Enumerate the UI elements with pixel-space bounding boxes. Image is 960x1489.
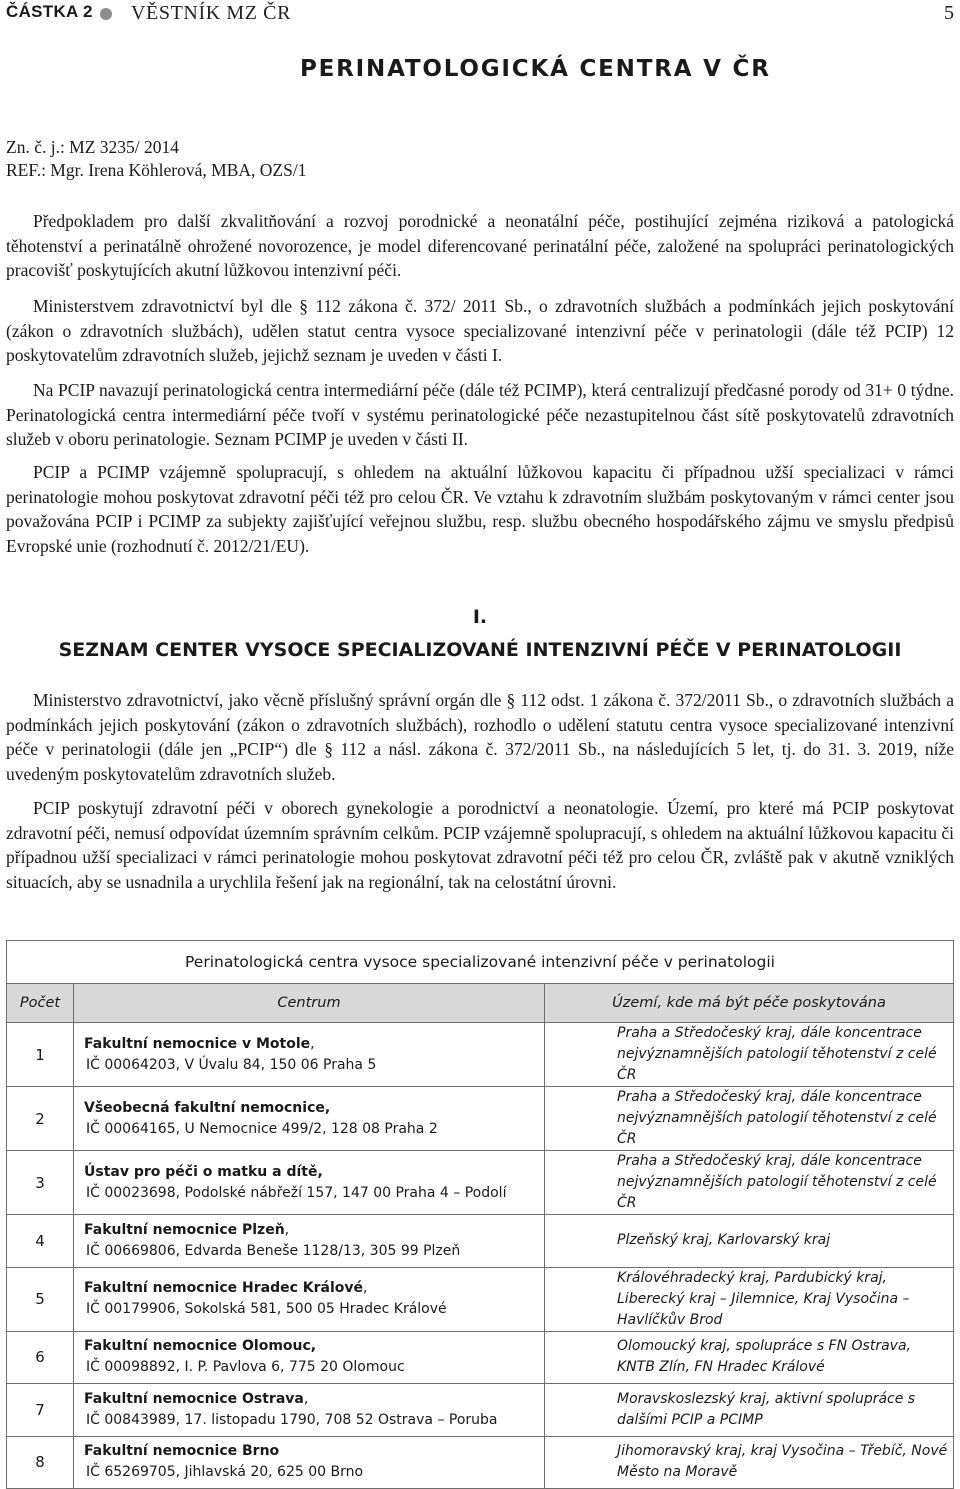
center-cell <box>74 1215 545 1268</box>
journal-name: VĚSTNÍK MZ ČR <box>131 2 292 24</box>
center-name-suffix: , <box>363 1280 368 1296</box>
center-cell <box>74 1087 545 1151</box>
table-row <box>7 1023 954 1087</box>
row-number: 7 <box>7 1384 74 1437</box>
center-name-suffix: , <box>284 1221 290 1238</box>
region-cell: Olomoucký kraj, spolupráce s FN Ostrava, KNTB Zlín, FN Hradec Králové <box>545 1331 954 1384</box>
center-id-address: IČ 00098892, I. P. Pavlova 6, 775 20 Olomouc <box>86 1359 405 1376</box>
center-id-address: IČ 00669806, Edvarda Beneše 1128/13, 305 99 Plzeň <box>86 1242 461 1259</box>
section-title: SEZNAM CENTER VYSOCE SPECIALIZOVANÉ INTENZIVNÍ PÉČE V PERINATOLOGII <box>58 639 902 661</box>
center-name: Fakultní nemocnice Ostrava <box>84 1390 304 1407</box>
region-cell: Praha a Středočeský kraj, dále koncentrace nejvýznamnějších patologií těhotenství z celé ČR <box>545 1151 954 1215</box>
center-id-address: IČ 00179906, Sokolská 581, 500 05 Hradec Králové <box>86 1301 447 1317</box>
reference-author: REF.: Mgr. Irena Köhlerová, MBA, OZS/1 <box>6 160 307 180</box>
column-header-region: Území, kde má být péče poskytována <box>545 984 954 1023</box>
decision-paragraph: Ministerstvo zdravotnictví, jako věcně příslušný správní orgán dle § 112 odst. 1 zákona č. 372/2011 Sb., o zdravotních službách a podmínkách jejich poskytování (zákon o zdravotních službách), rozhodlo o udělení statutu centra vysoce specializované intenzivní péče v perinatologii (dále jen „PCIP“) dle § 112 a násl. zákona č. 372/2011 Sb., na následujících 5 let, tj. do 31. 3. 2019, níže uvedeným poskytovatelům zdravotních služeb. <box>6 690 954 784</box>
region-cell: Plzeňský kraj, Karlovarský kraj <box>545 1215 954 1268</box>
table-row <box>7 1151 954 1215</box>
center-id-address: IČ 65269705, Jihlavská 20, 625 00 Brno <box>86 1464 364 1481</box>
center-cell <box>74 1436 545 1489</box>
page-number: 5 <box>944 2 954 24</box>
center-name: Fakultní nemocnice Brno <box>84 1443 280 1460</box>
table-caption: Perinatologická centra vysoce specializované intenzivní péče v perinatologii <box>7 941 954 984</box>
row-number: 6 <box>7 1331 74 1384</box>
center-name: Fakultní nemocnice Plzeň <box>84 1221 285 1238</box>
region-cell: Moravskoslezský kraj, aktivní spolupráce s dalšími PCIP a PCIMP <box>545 1384 954 1437</box>
centers-table <box>6 940 954 1489</box>
pcip-care-paragraph: PCIP poskytují zdravotní péči v oborech gynekologie a porodnictví a neonatologie. Území, pro které má PCIP poskytovat zdravotní péči, nemusí odpovídat územním správním celkům. PCIP vzájemně spolupracují, s ohledem na aktuální lůžkovou kapacitu či případnou užší specializaci v rámci perinatologie mohou poskytovat zdravotní péči též pro celou ČR, zvláště pak v akutně vzniklých situacích, aby se usnadnila a urychlila řešení jak na regionální, tak na celostátní úrovni. <box>6 798 954 892</box>
page-header <box>6 2 954 28</box>
intro-paragraph: Předpokladem pro další zkvalitňování a rozvoj porodnické a neonatální péče, postihující zejména riziková a patologická těhotenství a perinatálně ohrožené novorozence, je model diferencované perinatální péče, založené na spolupráci perinatologických pracovišť poskytujících akutní lůžkovou intenzivní péči. <box>6 211 954 280</box>
center-name-suffix: , <box>303 1390 309 1407</box>
table-row <box>7 1215 954 1268</box>
document-title: PERINATOLOGICKÁ CENTRA V ČR <box>300 56 771 82</box>
table-row <box>7 1331 954 1384</box>
center-cell <box>74 1023 545 1087</box>
issue-label: ČÁSTKA 2 <box>6 2 93 21</box>
row-number: 2 <box>7 1087 74 1151</box>
center-id-address: IČ 00064165, U Nemocnice 499/2, 128 08 Praha 2 <box>86 1120 438 1137</box>
bullet-dot-icon <box>100 8 112 20</box>
region-cell: Jihomoravský kraj, kraj Vysočina – Třebíč, Nové Město na Moravě <box>545 1436 954 1489</box>
region-cell: Praha a Středočeský kraj, dále koncentrace nejvýznamnějších patologií těhotenství z celé ČR <box>545 1023 954 1087</box>
center-id-address: IČ 00843989, 17. listopadu 1790, 708 52 Ostrava – Poruba <box>86 1411 498 1428</box>
center-name-suffix: , <box>310 1035 315 1052</box>
center-id-address: IČ 00023698, Podolské nábřeží 157, 147 00 Praha 4 – Podolí <box>86 1184 507 1201</box>
statute-paragraph: Ministerstvem zdravotnictví byl dle § 112 zákona č. 372/ 2011 Sb., o zdravotních službách a podmínkách jejich poskytování (zákon o zdravotních službách), udělen statut centra vysoce specializované intenzivní péče v perinatologii (dále též PCIP) 12 poskytovatelům zdravotních služeb, jejichž seznam je uveden v části I. <box>6 296 954 365</box>
reference-number: Zn. č. j.: MZ 3235/ 2014 <box>6 137 180 157</box>
center-name: Fakultní nemocnice Olomouc, <box>84 1338 317 1355</box>
row-number: 1 <box>7 1023 74 1087</box>
table-row <box>7 1436 954 1489</box>
row-number: 8 <box>7 1436 74 1489</box>
row-number: 3 <box>7 1151 74 1215</box>
table-header-row <box>7 984 954 1023</box>
center-name: Fakultní nemocnice Hradec Králové <box>84 1280 363 1296</box>
row-number: 4 <box>7 1215 74 1268</box>
section-number: I. <box>472 606 488 628</box>
center-name: Ústav pro péči o matku a dítě, <box>84 1163 323 1180</box>
region-cell: Praha a Středočeský kraj, dále koncentrace nejvýznamnějších patologií těhotenství z celé ČR <box>545 1087 954 1151</box>
row-number: 5 <box>7 1267 74 1331</box>
center-name: Fakultní nemocnice v Motole <box>84 1035 311 1052</box>
column-header-center: Centrum <box>74 984 545 1023</box>
center-id-address: IČ 00064203, V Úvalu 84, 150 06 Praha 5 <box>86 1056 377 1073</box>
center-cell <box>74 1331 545 1384</box>
table-row <box>7 1267 954 1331</box>
cooperation-paragraph: PCIP a PCIMP vzájemně spolupracují, s ohledem na aktuální lůžkovou kapacitu či případnou užší specializaci v rámci perinatologie mohou poskytovat zdravotní péči též pro celou ČR. Ve vztahu k zdravotním službám poskytovaným v rámci center jsou považována PCIP i PCIMP za subjekty zajišťující veřejnou službu, resp. službu obecného hospodářského zájmu ve smyslu předpisů Evropské unie (rozhodnutí č. 2012/21/EU). <box>6 462 954 556</box>
table-row <box>7 1384 954 1437</box>
pcimp-paragraph: Na PCIP navazují perinatologická centra intermediární péče (dále též PCIMP), která centralizují předčasné porody od 31+ 0 týdne. Perinatologická centra intermediární péče tvoří v systému perinatologické péče nezastupitelnou část sítě poskytovatelů zdravotních služeb v oboru perinatologie. Seznam PCIMP je uveden v části II. <box>6 380 954 449</box>
center-cell <box>74 1384 545 1437</box>
center-cell <box>74 1151 545 1215</box>
center-name: Všeobecná fakultní nemocnice, <box>84 1099 331 1116</box>
center-cell <box>74 1267 545 1331</box>
region-cell: Královéhradecký kraj, Pardubický kraj, Liberecký kraj – Jilemnice, Kraj Vysočina – Havlíčkův Brod <box>545 1267 954 1331</box>
table-row <box>7 1087 954 1151</box>
column-header-count: Počet <box>7 984 74 1023</box>
